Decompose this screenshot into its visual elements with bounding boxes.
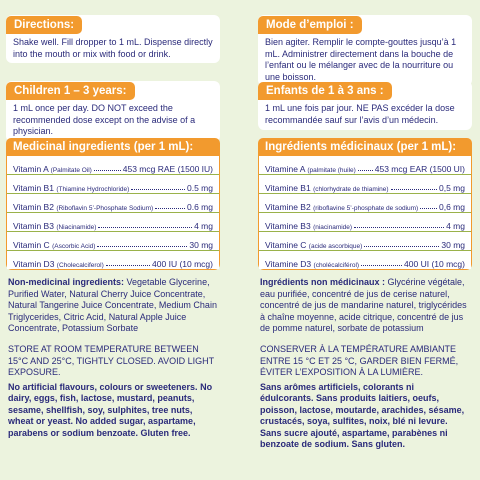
directions-heading: Directions: <box>6 16 82 34</box>
medicinal-ingredients-section <box>6 138 220 270</box>
storage-section-fr <box>258 344 472 379</box>
children-text-fr: 1 mL une fois par jour. NE PAS excéder la dose recommandée sauf sur l’avis d’un médecin. <box>265 103 455 125</box>
ingredient-name: Vitamin D3 <box>13 259 55 269</box>
ingredient-amount: 453 mcg EAR (1500 UI) <box>374 164 465 174</box>
ingredient-row <box>259 251 471 269</box>
ingredient-amount: 0.6 mg <box>187 202 213 212</box>
ingredient-amount: 0,5 mg <box>439 183 465 193</box>
ingredient-row <box>259 232 471 251</box>
ingredient-detail: (Cholecalciferol) <box>56 262 104 269</box>
allergen-section <box>6 382 220 439</box>
children-heading-fr: Enfants de 1 à 3 ans : <box>258 82 392 100</box>
ingredient-table-fr <box>258 156 472 270</box>
ingredient-row <box>259 194 471 213</box>
ingredient-amount: 0.5 mg <box>187 183 213 193</box>
ingredient-amount: 400 IU (10 mcg) <box>152 259 213 269</box>
ingredient-name: Vitamine B1 <box>265 183 311 193</box>
ingredient-name: Vitamin B3 <box>13 221 54 231</box>
ingredient-name: Vitamin C <box>13 240 50 250</box>
ingredient-detail: (niacinamide) <box>313 224 353 231</box>
directions-section <box>6 15 220 63</box>
ingredient-row <box>259 175 471 194</box>
children-text: 1 mL once per day. DO NOT exceed the recommended dose except on the advise of a physician. <box>13 103 196 136</box>
ingredient-row <box>259 213 471 232</box>
ingredient-detail: (Niacinamide) <box>56 224 97 231</box>
ingredient-detail: (Riboflavin 5’-Phosphate Sodium) <box>56 205 154 212</box>
non-medicinal-text-fr <box>258 277 472 335</box>
ingredient-row <box>7 156 219 175</box>
ingredient-detail: (riboflavine 5’-phosphate de sodium) <box>313 205 419 212</box>
ingredient-name: Vitamin B2 <box>13 202 54 212</box>
directions-section-fr <box>258 15 472 86</box>
storage-text: STORE AT ROOM TEMPERATURE BETWEEN 15°C AND 25°C, TIGHTLY CLOSED. AVOID LIGHT EXPOSURE. <box>8 344 214 377</box>
ingredient-name: Vitamine D3 <box>265 259 312 269</box>
ingredient-detail: (chlorhydrate de thiamine) <box>313 186 389 193</box>
ingredient-amount: 30 mg <box>441 240 465 250</box>
ingredient-detail: (Palmitate Oil) <box>50 167 92 174</box>
ingredient-amount: 0,6 mg <box>439 202 465 212</box>
non-medicinal-label: Non-medicinal ingredients: <box>8 277 125 287</box>
ingredient-row <box>7 251 219 269</box>
ingredient-name: Vitamin A <box>13 164 49 174</box>
ingredient-amount: 4 mg <box>194 221 213 231</box>
children-dose-section-fr <box>258 81 472 130</box>
ingredient-table <box>6 156 220 270</box>
storage-text-fr: CONSERVER À LA TEMPÉRATURE AMBIANTE ENTRE 15 °C ET 25 °C, GARDER BIEN FERMÉ, ÉVITER L’EXPOSITION À LA LUMIÈRE. <box>260 344 459 377</box>
medicinal-heading-fr: Ingrédients médicinaux (per 1 mL): <box>258 138 472 156</box>
allergen-section-fr <box>258 382 472 450</box>
allergen-text: No artificial flavours, colours or sweeteners. No dairy, eggs, fish, lactose, mustard, peanuts, sesame, shellfish, soy, sulphites, tree nuts, wheat or yeast. No added sugar, aspartame, parabens or sodium benzoate. Gluten free. <box>8 382 213 438</box>
ingredient-detail: (palmitate (huile) <box>307 167 356 174</box>
ingredient-name: Vitamine B3 <box>265 221 311 231</box>
non-medicinal-list-fr: Glycérine végétale, eau purifiée, concentré de jus de cerise naturel, concentré de jus de mandarine naturel, triglycérides à chaîne moyenne, acide citrique, concentré de jus de pomme naturel, sorbate de potassium <box>260 277 467 334</box>
ingredient-name: Vitamine A <box>265 164 306 174</box>
non-medicinal-label-fr: Ingrédients non médicinaux : <box>260 277 386 287</box>
ingredient-amount: 400 UI (10 mcg) <box>404 259 465 269</box>
children-heading: Children 1 – 3 years: <box>6 82 135 100</box>
ingredient-amount: 453 mcg RAE (1500 IU) <box>122 164 213 174</box>
directions-text-fr: Bien agiter. Remplir le compte-gouttes jusqu’à 1 mL. Administrer directement dans la bouche de l’enfant ou le mélanger avec de la nourriture ou une boisson. <box>265 37 457 82</box>
directions-text: Shake well. Fill dropper to 1 mL. Dispense directly into the mouth or mix with food or drink. <box>13 37 213 59</box>
ingredient-detail: (Thiamine Hydrochloride) <box>56 186 130 193</box>
medicinal-heading: Medicinal ingredients (per 1 mL): <box>6 138 220 156</box>
ingredient-name: Vitamine B2 <box>265 202 311 212</box>
ingredient-detail: (cholécalciférol) <box>313 262 360 269</box>
children-dose-section <box>6 81 220 142</box>
ingredient-row <box>7 232 219 251</box>
non-medicinal-section <box>6 277 220 335</box>
ingredient-detail: (acide ascorbique) <box>308 243 363 250</box>
ingredient-row <box>7 194 219 213</box>
ingredient-name: Vitamine C <box>265 240 307 250</box>
ingredient-row <box>7 175 219 194</box>
ingredient-name: Vitamin B1 <box>13 183 54 193</box>
ingredient-detail: (Ascorbic Acid) <box>52 243 96 250</box>
ingredient-amount: 4 mg <box>446 221 465 231</box>
non-medicinal-list: Vegetable Glycerine, Purified Water, Natural Cherry Juice Concentrate, Natural Tangerine Juice Concentrate, Medium Chain Triglycerides, Citric Acid, Natural Apple Juice Concentrate, Potassium Sorbate <box>8 277 217 334</box>
storage-section <box>6 344 220 379</box>
non-medicinal-section-fr <box>258 277 472 335</box>
ingredient-row <box>259 156 471 175</box>
allergen-text-fr: Sans arômes artificiels, colorants ni édulcorants. Sans produits laitiers, oeufs, poisson, lactose, moutarde, arachides, sésame, crustacés, soya, sulfites, noix, blé ni levure. Sans sucre ajouté, aspartame, parabènes ni benzoate de sodium. Sans gluten. <box>260 382 465 450</box>
ingredient-row <box>7 213 219 232</box>
directions-heading-fr: Mode d’emploi : <box>258 16 362 34</box>
non-medicinal-text <box>6 277 220 335</box>
medicinal-ingredients-section-fr <box>258 138 472 270</box>
ingredient-amount: 30 mg <box>189 240 213 250</box>
